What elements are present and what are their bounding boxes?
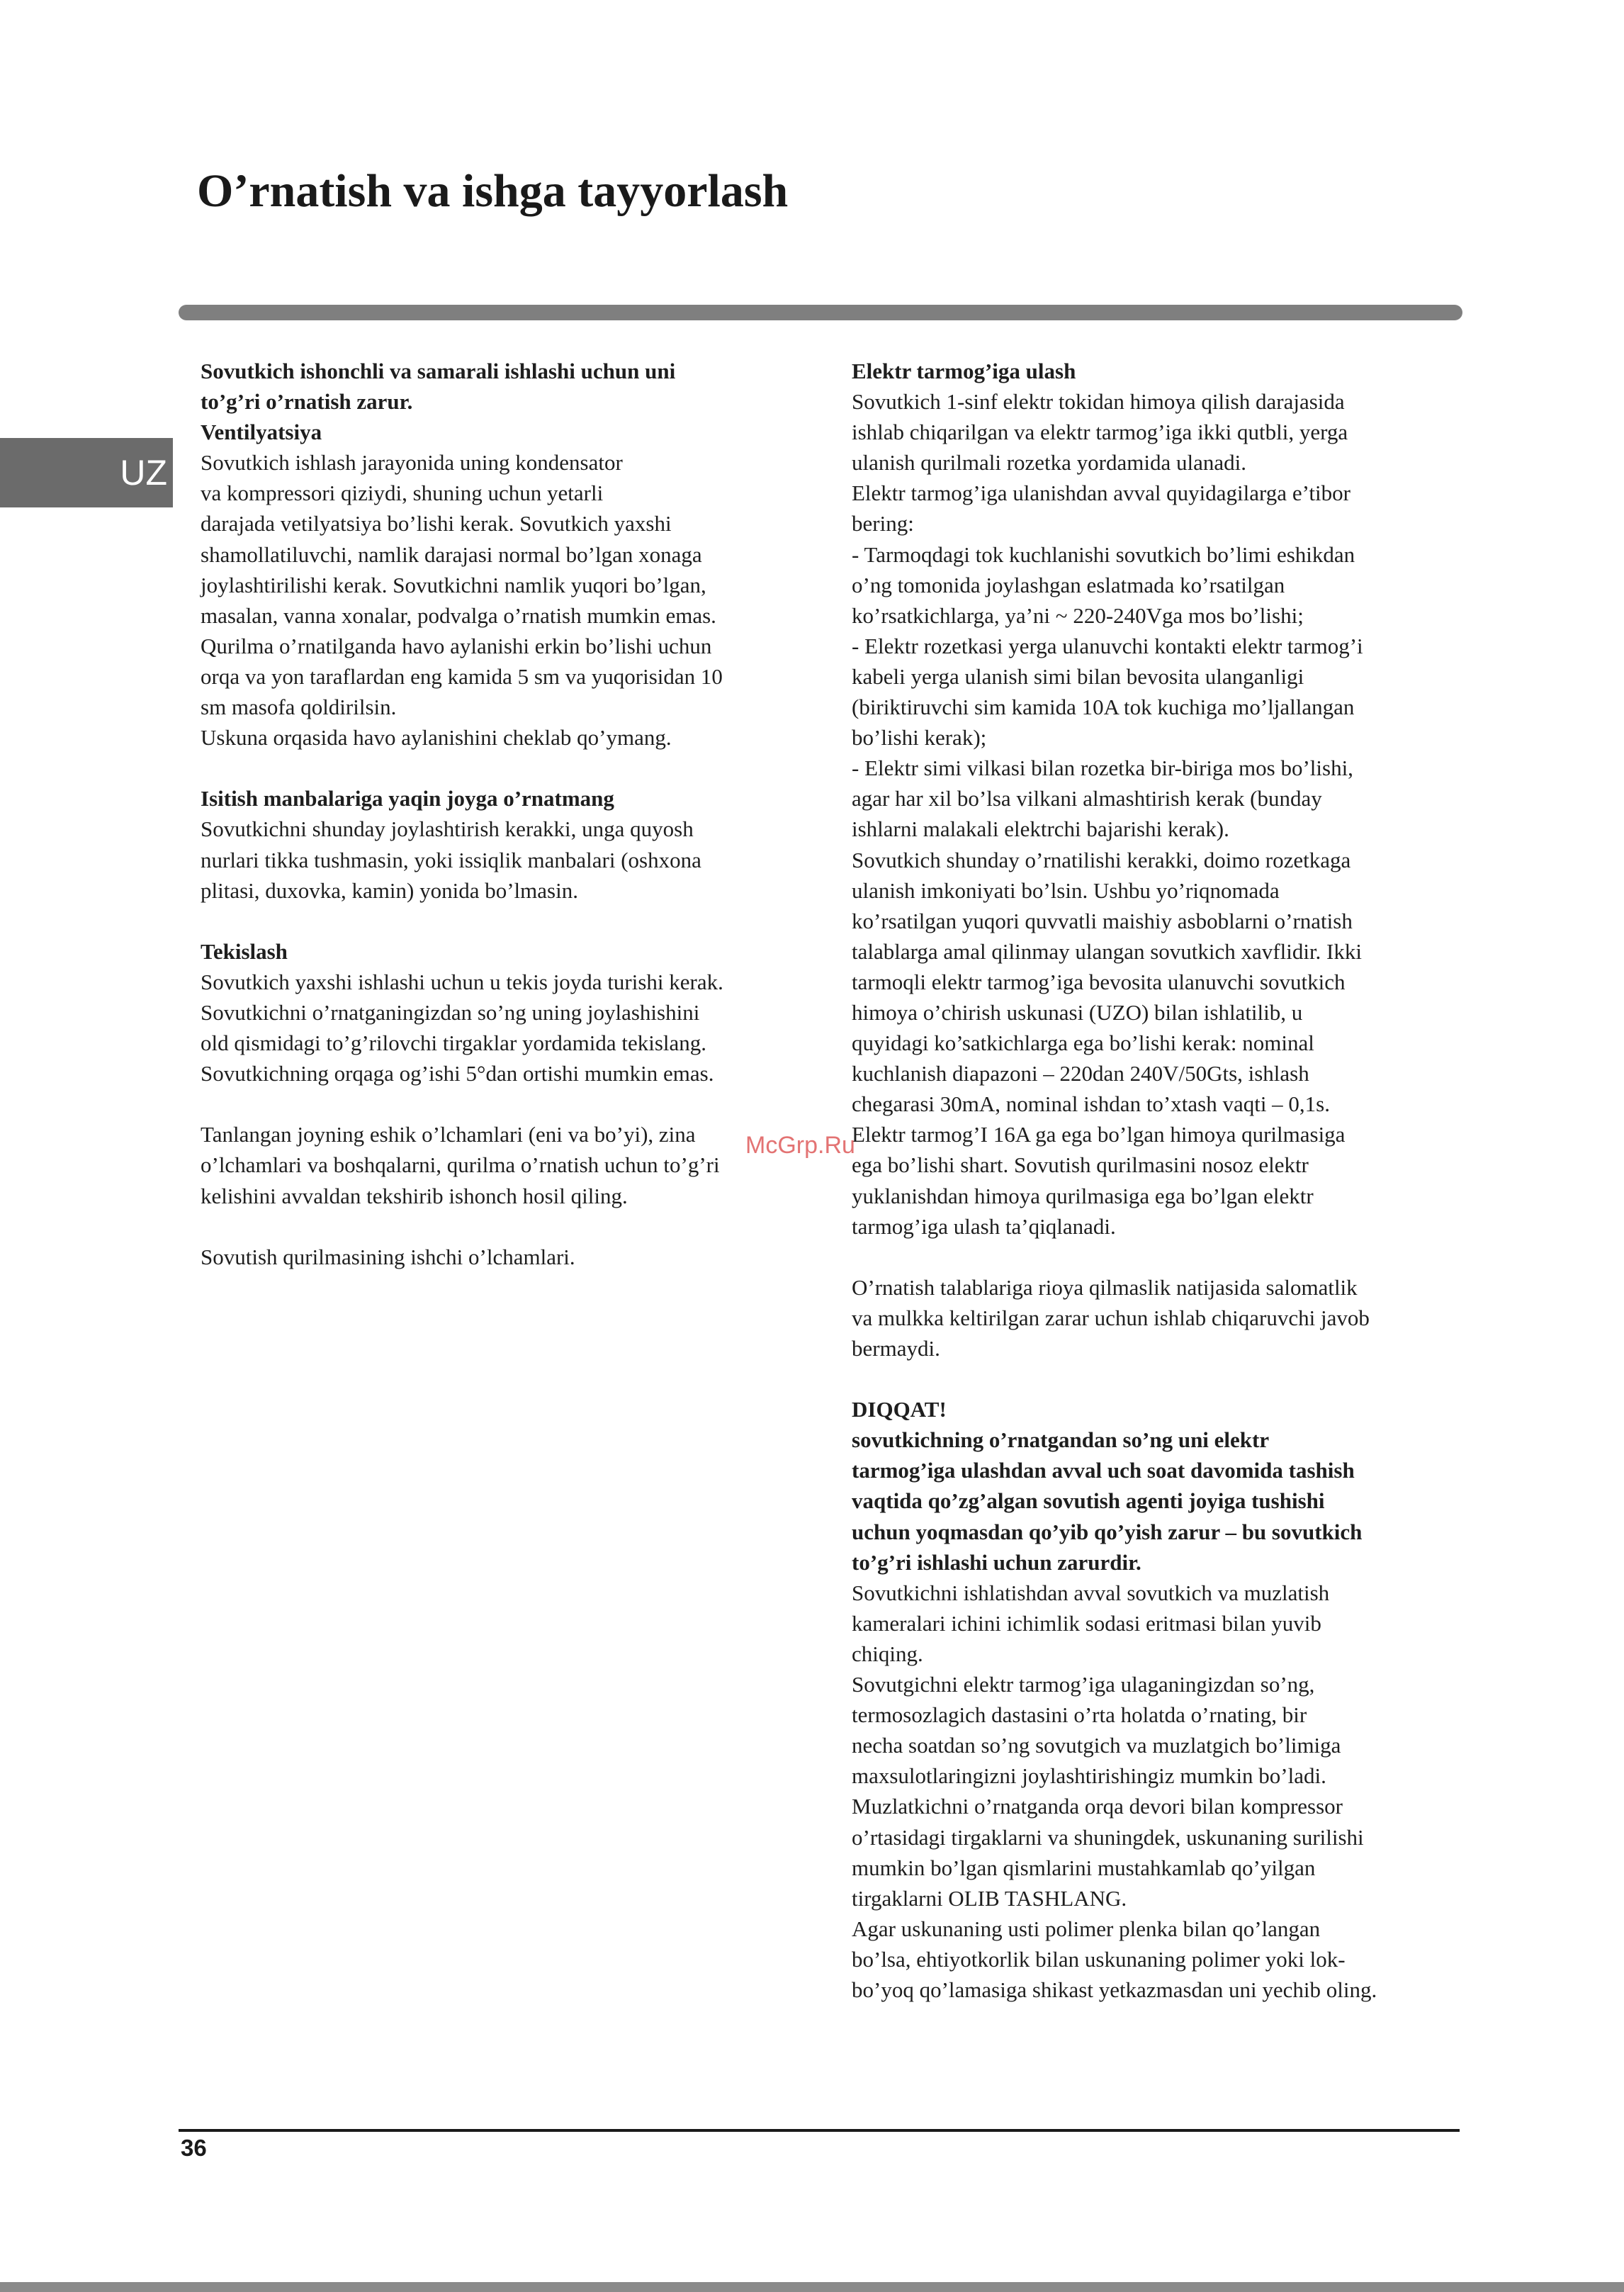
text-line: tarmoqli elektr tarmog’iga bevosita ulanuvchi sovutkich — [852, 969, 1346, 994]
text-line: maxsulotlaringizni joylashtirishingiz mumkin bo’ladi. — [852, 1763, 1326, 1789]
text-line: Elektr tarmog’I 16A ga ega bo’lgan himoya qurilmasiga — [852, 1122, 1346, 1147]
right-column — [852, 356, 1470, 2005]
bottom-band — [0, 2282, 1624, 2292]
text-line: Qurilma o’rnatilganda havo aylanishi erkin bo’lishi uchun — [201, 633, 712, 658]
text-line: Sovutkich shunday o’rnatilishi kerakki, doimo rozetkaga — [852, 847, 1351, 872]
text-line: termosozlagich dastasini o’rta holatda o’rnating, bir — [852, 1702, 1307, 1728]
text-line: Elektr tarmog’iga ulanishdan avval quyidagilarga e’tibor — [852, 481, 1350, 506]
heading-line: Tekislash — [201, 938, 288, 964]
text-line: Sovutkich ishlash jarayonida uning kondensator — [201, 450, 623, 476]
text-line: ega bo’lishi shart. Sovutish qurilmasini nosoz elektr — [852, 1152, 1309, 1178]
text-line: ulanish imkoniyati bo’lsin. Ushbu yo’riqnomada — [852, 877, 1280, 903]
text-line: va kompressori qiziydi, shuning uchun yetarli — [201, 481, 604, 506]
text-line: himoya o’chirish uskunasi (UZO) bilan ishlatilib, u — [852, 999, 1303, 1025]
text-line: Sovutkichni o’rnatganingizdan so’ng uning joylashishini — [201, 999, 700, 1025]
paragraph-gap — [201, 753, 810, 783]
text-line: joylashtirilishi kerak. Sovutkichni namlik yuqori bo’lgan, — [201, 572, 706, 597]
text-line: ko’rsatkichlarga, ya’ni ~ 220-240Vga mos bo’lishi; — [852, 602, 1304, 628]
heading-line: sovutkichning o’rnatgandan so’ng uni elektr — [852, 1427, 1270, 1453]
heading-line: to’g’ri o’rnatish zarur. — [201, 389, 413, 415]
text-line: quyidagi ko’satkichlarga ega bo’lishi kerak: nominal — [852, 1030, 1314, 1056]
text-line: kabeli yerga ulanish simi bilan bevosita ulanganligi — [852, 663, 1304, 689]
text-line: Sovutish qurilmasining ishchi o’lchamlari. — [201, 1244, 575, 1269]
text-line: tarmog’iga ulash ta’qiqlanadi. — [852, 1213, 1116, 1239]
text-line: bo’lsa, ehtiyotkorlik bilan uskunaning polimer yoki lok- — [852, 1946, 1346, 1972]
text-line: o’rtasidagi tirgaklarni va shuningdek, uskunaning surilishi — [852, 1824, 1364, 1850]
page-number: 36 — [181, 2135, 207, 2161]
text-line: bo’lishi kerak); — [852, 725, 987, 751]
bottom-divider — [179, 2129, 1460, 2132]
paragraph-gap — [201, 906, 810, 936]
heading-line: to’g’ri ishlashi uchun zarurdir. — [852, 1549, 1141, 1575]
text-line: agar har xil bo’lsa vilkani almashtirish kerak (bunday — [852, 786, 1322, 811]
text-line: tirgaklarni OLIB TASHLANG. — [852, 1885, 1127, 1911]
text-line: Uskuna orqasida havo aylanishini cheklab qo’ymang. — [201, 725, 672, 751]
text-line: Sovutkich yaxshi ishlashi uchun u tekis joyda turishi kerak. — [201, 969, 723, 994]
top-divider — [179, 305, 1462, 320]
text-line: ishlarni malakali elektrchi bajarishi kerak). — [852, 816, 1229, 842]
watermark: McGrp.Ru — [745, 1132, 855, 1159]
text-line: o’lchamlari va boshqalarni, qurilma o’rnatish uchun to’g’ri — [201, 1152, 720, 1178]
text-line: - Tarmoqdagi tok kuchlanishi sovutkich bo’limi eshikdan — [852, 541, 1355, 567]
text-line: Sovutkichni ishlatishdan avval sovutkich va muzlatish — [852, 1580, 1330, 1605]
text-line: orqa va yon taraflardan eng kamida 5 sm va yuqorisidan 10 — [201, 663, 723, 689]
language-tab: UZ — [0, 438, 173, 507]
text-line: darajada vetilyatsiya bo’lishi kerak. Sovutkich yaxshi — [201, 511, 672, 537]
heading-line: vaqtida qo’zg’algan sovutish agenti joyiga tushishi — [852, 1488, 1325, 1514]
text-line: Sovutkich 1-sinf elektr tokidan himoya qilish darajasida — [852, 389, 1345, 415]
text-line: sm masofa qoldirilsin. — [201, 695, 397, 720]
text-line: Muzlatkichni o’rnatganda orqa devori bilan kompressor — [852, 1794, 1343, 1819]
text-line: va mulkka keltirilgan zarar uchun ishlab chiqaruvchi javob — [852, 1305, 1370, 1330]
text-line: mumkin bo’lgan qismlarini mustahkamlab qo’yilgan — [852, 1855, 1316, 1880]
text-line: Sovutkichning orqaga og’ishi 5°dan ortishi mumkin emas. — [201, 1061, 714, 1086]
text-line: Sovutkichni shunday joylashtirish kerakki, unga quyosh — [201, 816, 694, 842]
page-title: O’rnatish va ishga tayyorlash — [197, 165, 789, 217]
text-line: ishlab chiqarilgan va elektr tarmog’iga ikki qutbli, yerga — [852, 420, 1348, 445]
text-line: O’rnatish talablariga rioya qilmaslik natijasida salomatlik — [852, 1274, 1358, 1300]
text-line: bermaydi. — [852, 1336, 940, 1361]
text-line: old qismidagi to’g’rilovchi tirgaklar yordamida tekislang. — [201, 1030, 706, 1056]
text-line: Agar uskunaning usti polimer plenka bilan qo’langan — [852, 1916, 1321, 1941]
text-line: chiqing. — [852, 1641, 923, 1666]
paragraph-gap — [852, 1242, 1470, 1272]
paragraph-gap — [852, 1364, 1470, 1394]
text-line: yuklanishdan himoya qurilmasiga ega bo’lgan elektr — [852, 1183, 1314, 1208]
text-line: bering: — [852, 511, 914, 537]
paragraph-gap — [201, 1211, 810, 1242]
paragraph-gap — [201, 1089, 810, 1119]
text-line: necha soatdan so’ng sovutgich va muzlatgich bo’limiga — [852, 1733, 1341, 1758]
text-line: ulanish qurilmali rozetka yordamida ulanadi. — [852, 450, 1246, 476]
text-line: kelishini avvaldan tekshirib ishonch hosil qiling. — [201, 1183, 628, 1208]
text-line: chegarasi 30mA, nominal ishdan to’xtash vaqti – 0,1s. — [852, 1091, 1330, 1117]
text-line: nurlari tikka tushmasin, yoki issiqlik manbalari (oshxona — [201, 847, 701, 872]
heading-line: DIQQAT! — [852, 1397, 947, 1422]
heading-line: Elektr tarmog’iga ulash — [852, 359, 1076, 383]
text-line: - Elektr simi vilkasi bilan rozetka bir-biriga mos bo’lishi, — [852, 755, 1353, 781]
text-line: Tanlangan joyning eshik o’lchamlari (eni va bo’yi), zina — [201, 1122, 696, 1147]
text-line: talablarga amal qilinmay ulangan sovutkich xavflidir. Ikki — [852, 938, 1362, 964]
text-line: - Elektr rozetkasi yerga ulanuvchi kontakti elektr tarmog’i — [852, 633, 1363, 658]
text-line: ko’rsatilgan yuqori quvvatli maishiy asboblarni o’rnatish — [852, 908, 1353, 933]
text-line: masalan, vanna xonalar, podvalga o’rnatish mumkin emas. — [201, 602, 716, 628]
text-line: kuchlanish diapazoni – 220dan 240V/50Gts, ishlash — [852, 1061, 1309, 1086]
heading-line: tarmog’iga ulashdan avval uch soat davomida tashish — [852, 1458, 1355, 1483]
text-line: o’ng tomonida joylashgan eslatmada ko’rsatilgan — [852, 572, 1285, 597]
text-line: shamollatiluvchi, namlik darajasi normal bo’lgan xonaga — [201, 541, 702, 567]
heading-line: Isitish manbalariga yaqin joyga o’rnatmang — [201, 786, 614, 811]
text-line: plitasi, duxovka, kamin) yonida bo’lmasin. — [201, 877, 578, 903]
text-line: bo’yoq qo’lamasiga shikast yetkazmasdan uni yechib oling. — [852, 1977, 1377, 2002]
heading-line: uchun yoqmasdan qo’yib qo’yish zarur – bu sovutkich — [852, 1519, 1363, 1544]
heading-line: Ventilyatsiya — [201, 420, 322, 445]
text-line: kameralari ichini ichimlik sodasi eritmasi bilan yuvib — [852, 1610, 1321, 1636]
text-line: (biriktiruvchi sim kamida 10A tok kuchiga mo’ljallangan — [852, 695, 1355, 720]
left-column — [201, 356, 810, 1272]
heading-line: Sovutkich ishonchli va samarali ishlashi uchun uni — [201, 359, 676, 383]
text-line: Sovutgichni elektr tarmog’iga ulaganingizdan so’ng, — [852, 1672, 1315, 1697]
